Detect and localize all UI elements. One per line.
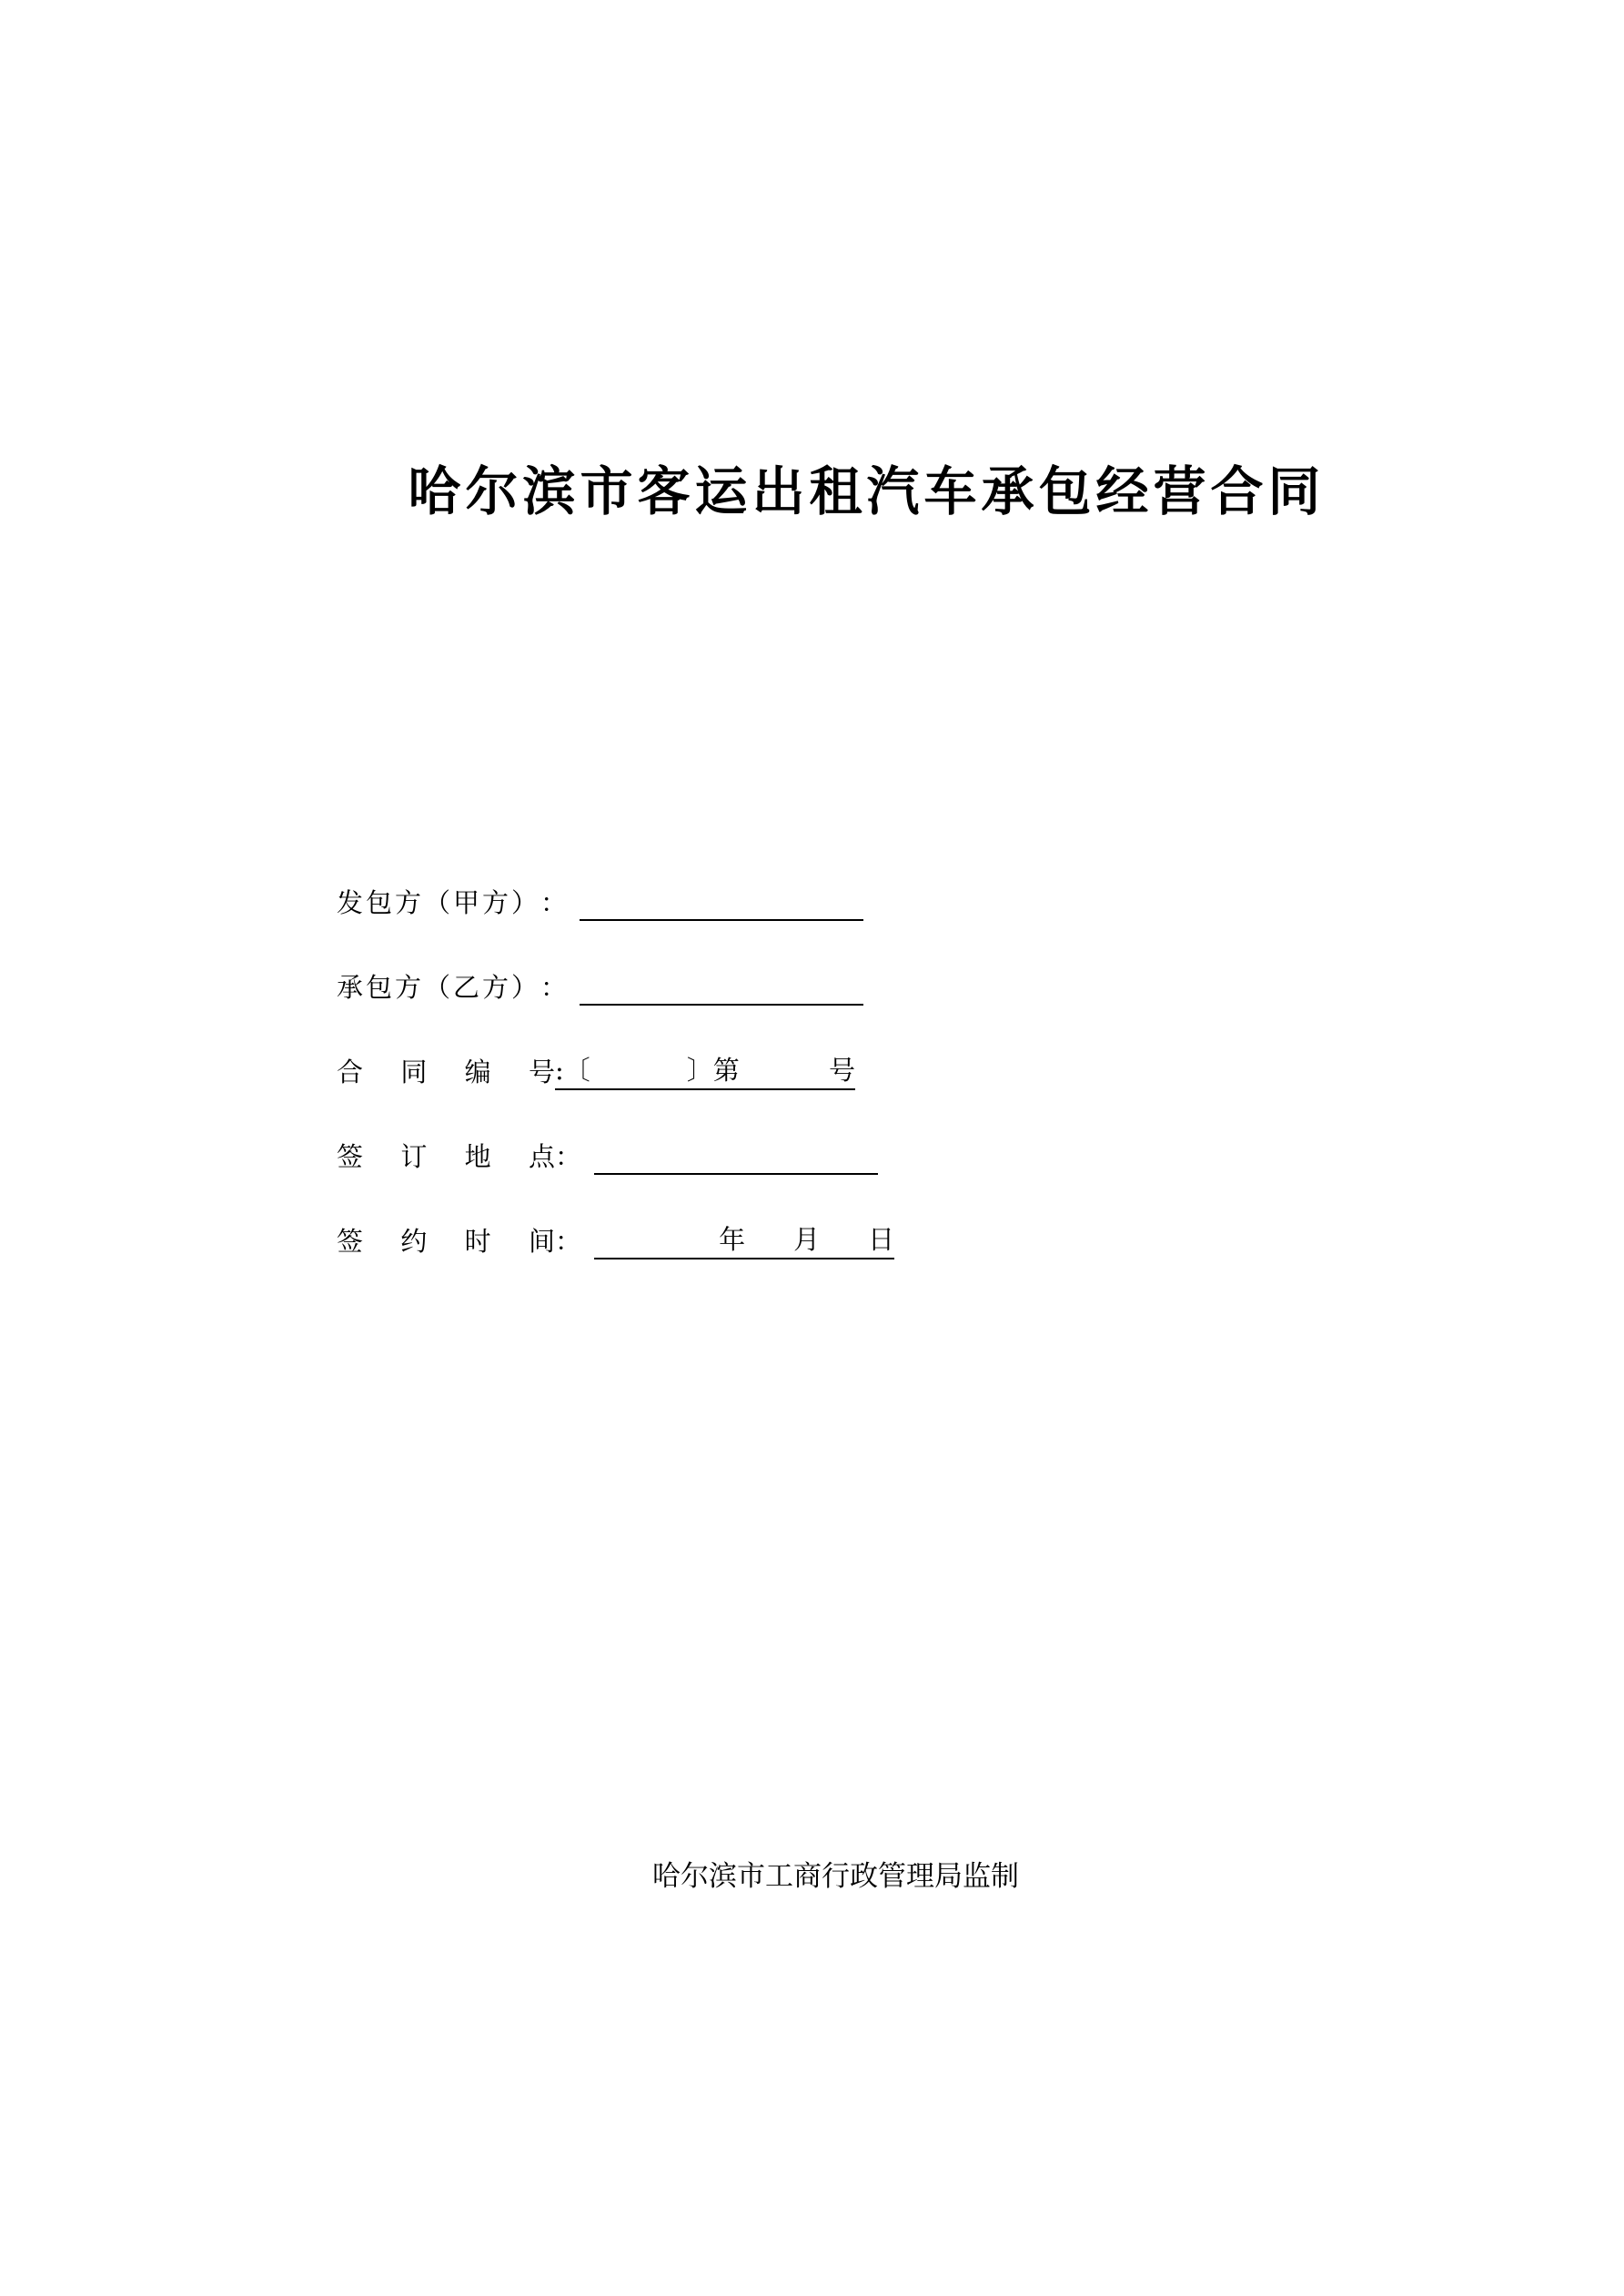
- party-b-blank[interactable]: [580, 969, 863, 1006]
- contract-number-label-char: 同: [400, 1057, 428, 1087]
- contract-number-colon: :: [555, 1055, 564, 1086]
- sign-date-field: [337, 1214, 894, 1259]
- party-b-label: 承包方（乙方）: [337, 972, 541, 1003]
- party-a-label: 发包方（甲方）: [337, 887, 541, 918]
- party-b-colon: ：: [540, 972, 568, 1003]
- month-text: 月: [793, 1224, 821, 1255]
- sign-place-label-char: 签: [337, 1141, 364, 1172]
- contract-number-blank[interactable]: [555, 1050, 855, 1090]
- sign-date-label: [337, 1223, 555, 1259]
- year-text: 年: [719, 1224, 746, 1255]
- contract-number-label-char: 号: [528, 1057, 555, 1087]
- document-title: 哈尔滨市客运出租汽车承包经营合同: [408, 460, 1326, 522]
- party-a-field: [337, 875, 863, 921]
- party-a-colon: ：: [540, 887, 568, 918]
- di-text: 第: [712, 1055, 740, 1086]
- sign-place-label: [337, 1138, 555, 1175]
- sign-date-label-char: 签: [337, 1226, 364, 1257]
- sign-date-colon: ：: [555, 1226, 582, 1257]
- contract-number-field: [337, 1045, 855, 1090]
- hao-text: 号: [828, 1055, 855, 1086]
- sign-date-label-char: 间: [528, 1226, 555, 1257]
- sign-date-label-char: 时: [464, 1226, 491, 1257]
- issuer-footer: 哈尔滨市工商行政管理局监制: [652, 1860, 1019, 1893]
- day-text: 日: [868, 1224, 895, 1255]
- sign-place-label-char: 点: [528, 1141, 555, 1172]
- sign-date-label-char: 约: [400, 1226, 428, 1257]
- close-bracket: 〕: [686, 1055, 713, 1086]
- sign-date-blank[interactable]: [594, 1219, 894, 1259]
- open-bracket: 〔: [563, 1055, 590, 1086]
- sign-place-label-char: 地: [464, 1141, 491, 1172]
- contract-number-label-char: 合: [337, 1057, 364, 1087]
- party-b-field: [337, 960, 863, 1006]
- contract-number-label: [337, 1054, 555, 1090]
- sign-place-field: [337, 1129, 878, 1175]
- contract-number-label-char: 编: [464, 1057, 491, 1087]
- sign-place-label-char: 订: [400, 1141, 428, 1172]
- sign-place-blank[interactable]: [594, 1138, 878, 1175]
- party-a-blank[interactable]: [580, 885, 863, 921]
- sign-place-colon: ：: [555, 1141, 582, 1172]
